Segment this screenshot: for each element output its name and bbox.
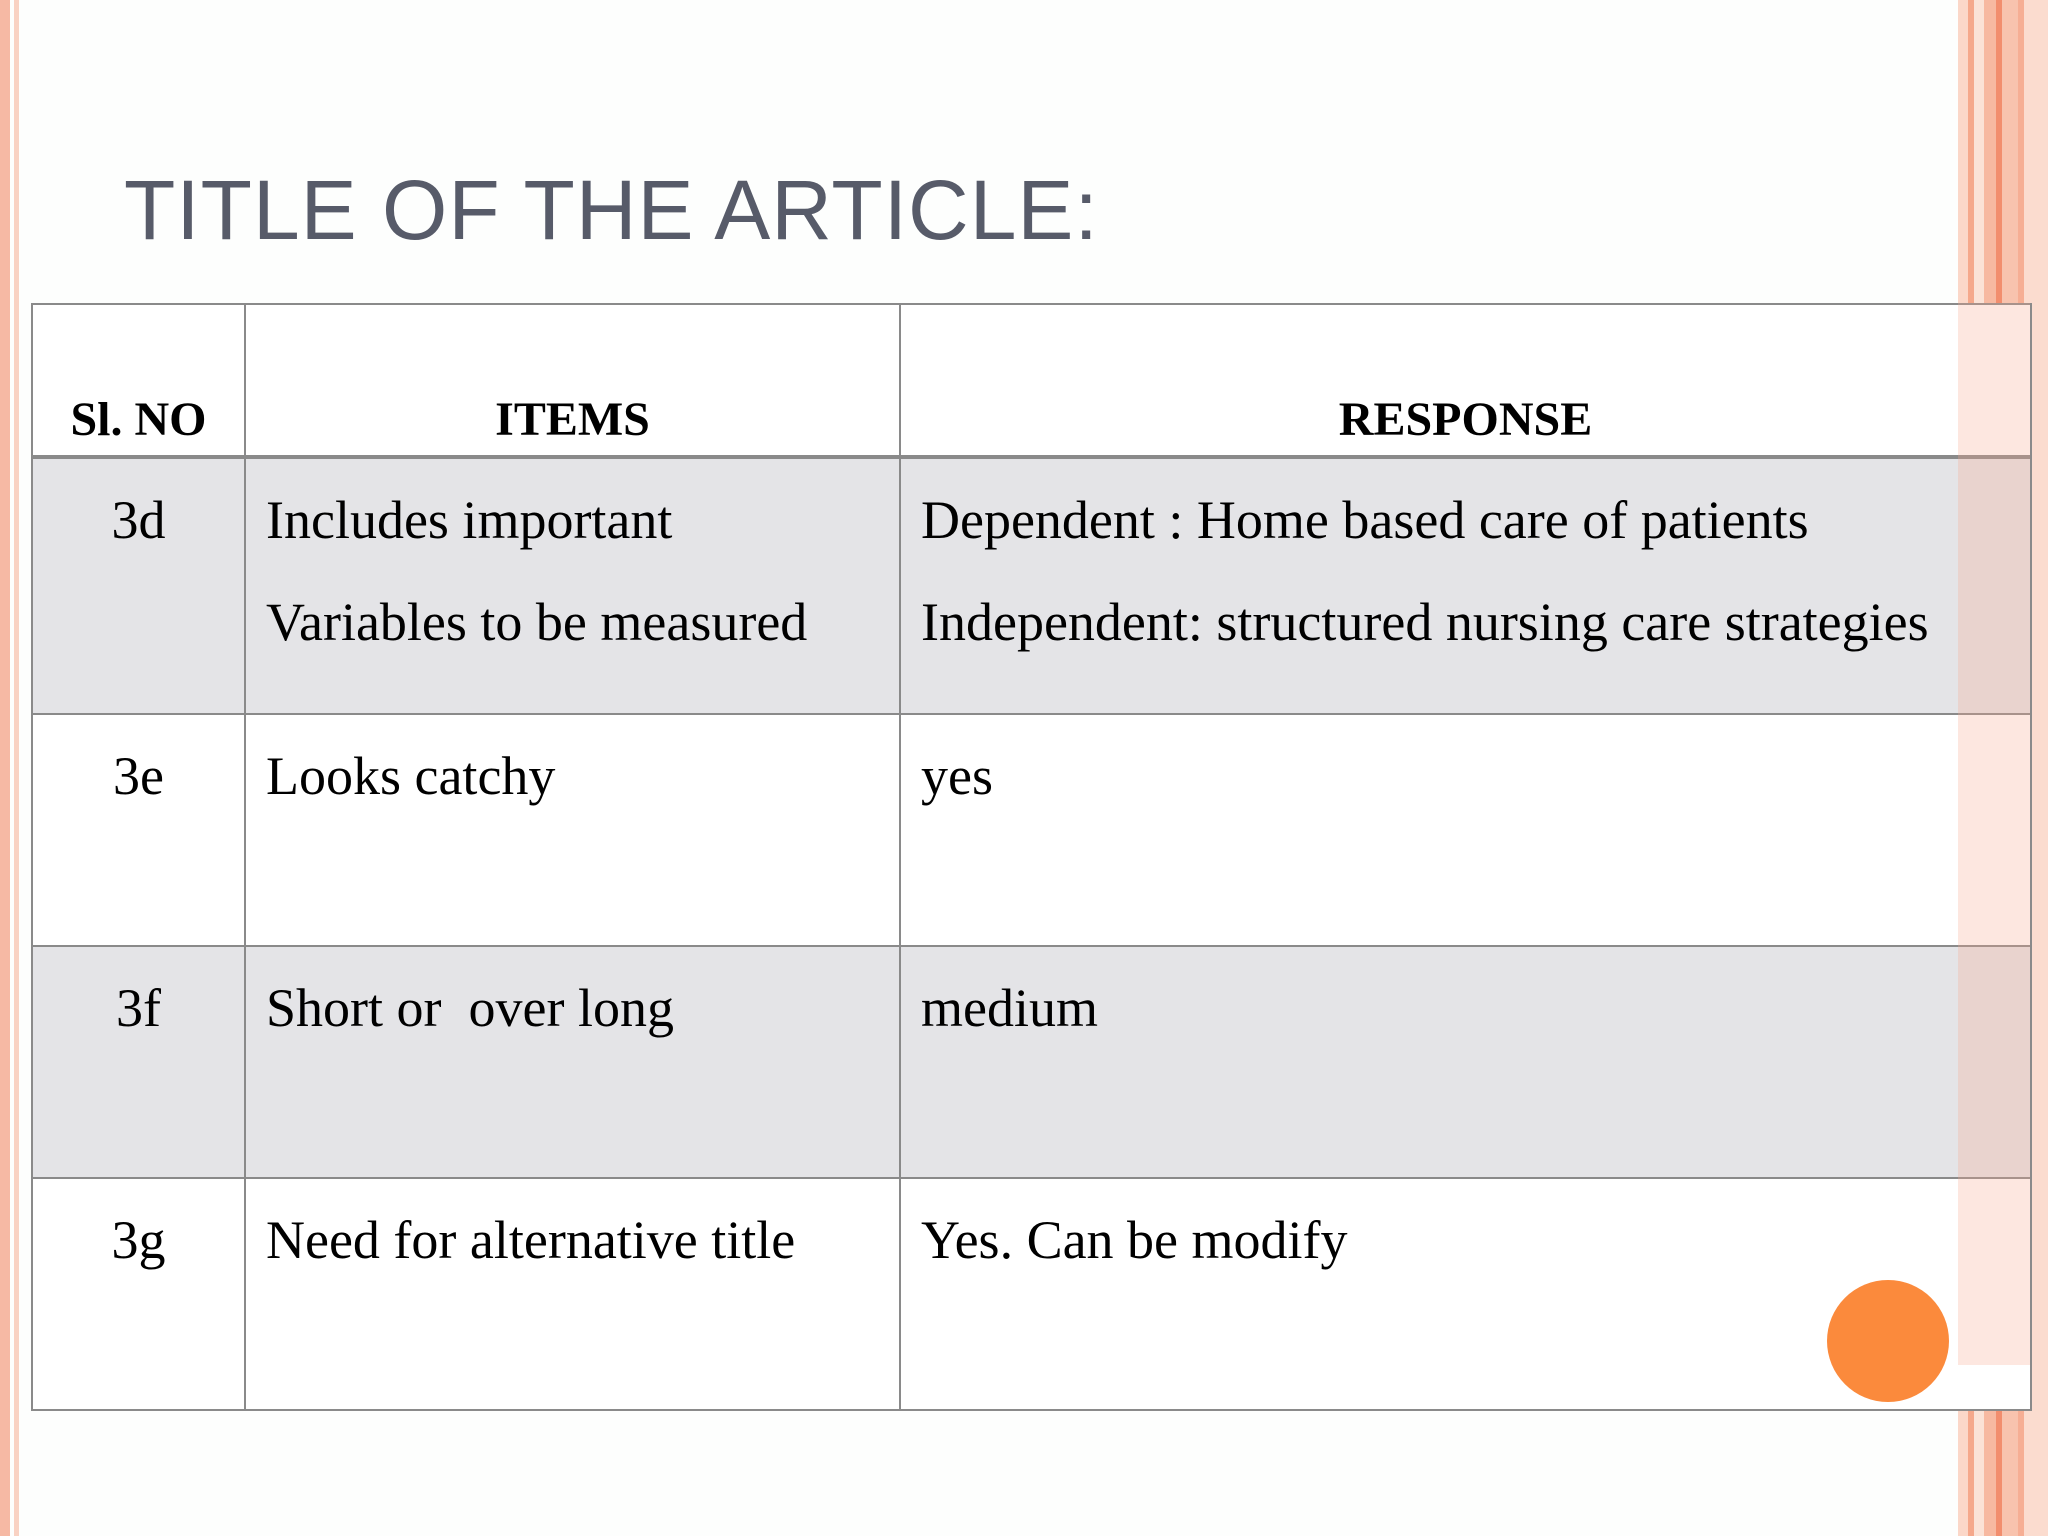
row-sl-no: 3f [32,946,245,1178]
row-response-line: medium [921,978,1098,1038]
row-response-line: Independent: structured nursing care strategies [921,592,1929,652]
left-accent-stripe-thin [14,0,19,1536]
table-row [32,946,2031,1178]
row-item [245,714,900,946]
row-item [245,1178,900,1410]
row-sl-no: 3e [32,714,245,946]
left-accent-stripe [0,0,10,1536]
slide-title: TITLE OF THE ARTICLE: [124,163,1099,257]
header-response: RESPONSE [900,304,2031,457]
row-item [245,946,900,1178]
row-response [900,457,2031,714]
row-response-line: Dependent : Home based care of patients [921,490,1809,550]
table-row [32,1178,2031,1410]
row-item-line: Looks catchy [266,746,556,806]
row-response [900,946,2031,1178]
evaluation-table-container [31,303,2030,1411]
header-items: ITEMS [245,304,900,457]
row-item-line: Short or over long [266,978,674,1038]
row-item [245,457,900,714]
table-row [32,457,2031,714]
table-row [32,714,2031,946]
evaluation-table [31,303,2032,1411]
row-item-line: Variables to be measured [266,592,808,652]
row-sl-no: 3g [32,1178,245,1410]
accent-dot-decoration [1827,1280,1949,1402]
table-header-row [32,304,2031,457]
row-item-line: Need for alternative title [266,1210,796,1270]
row-sl-no: 3d [32,457,245,714]
row-response-line: Yes. Can be modify [921,1210,1348,1270]
header-sl-no: Sl. NO [32,304,245,457]
row-response [900,714,2031,946]
row-response-line: yes [921,746,993,806]
row-item-line: Includes important [266,490,673,550]
